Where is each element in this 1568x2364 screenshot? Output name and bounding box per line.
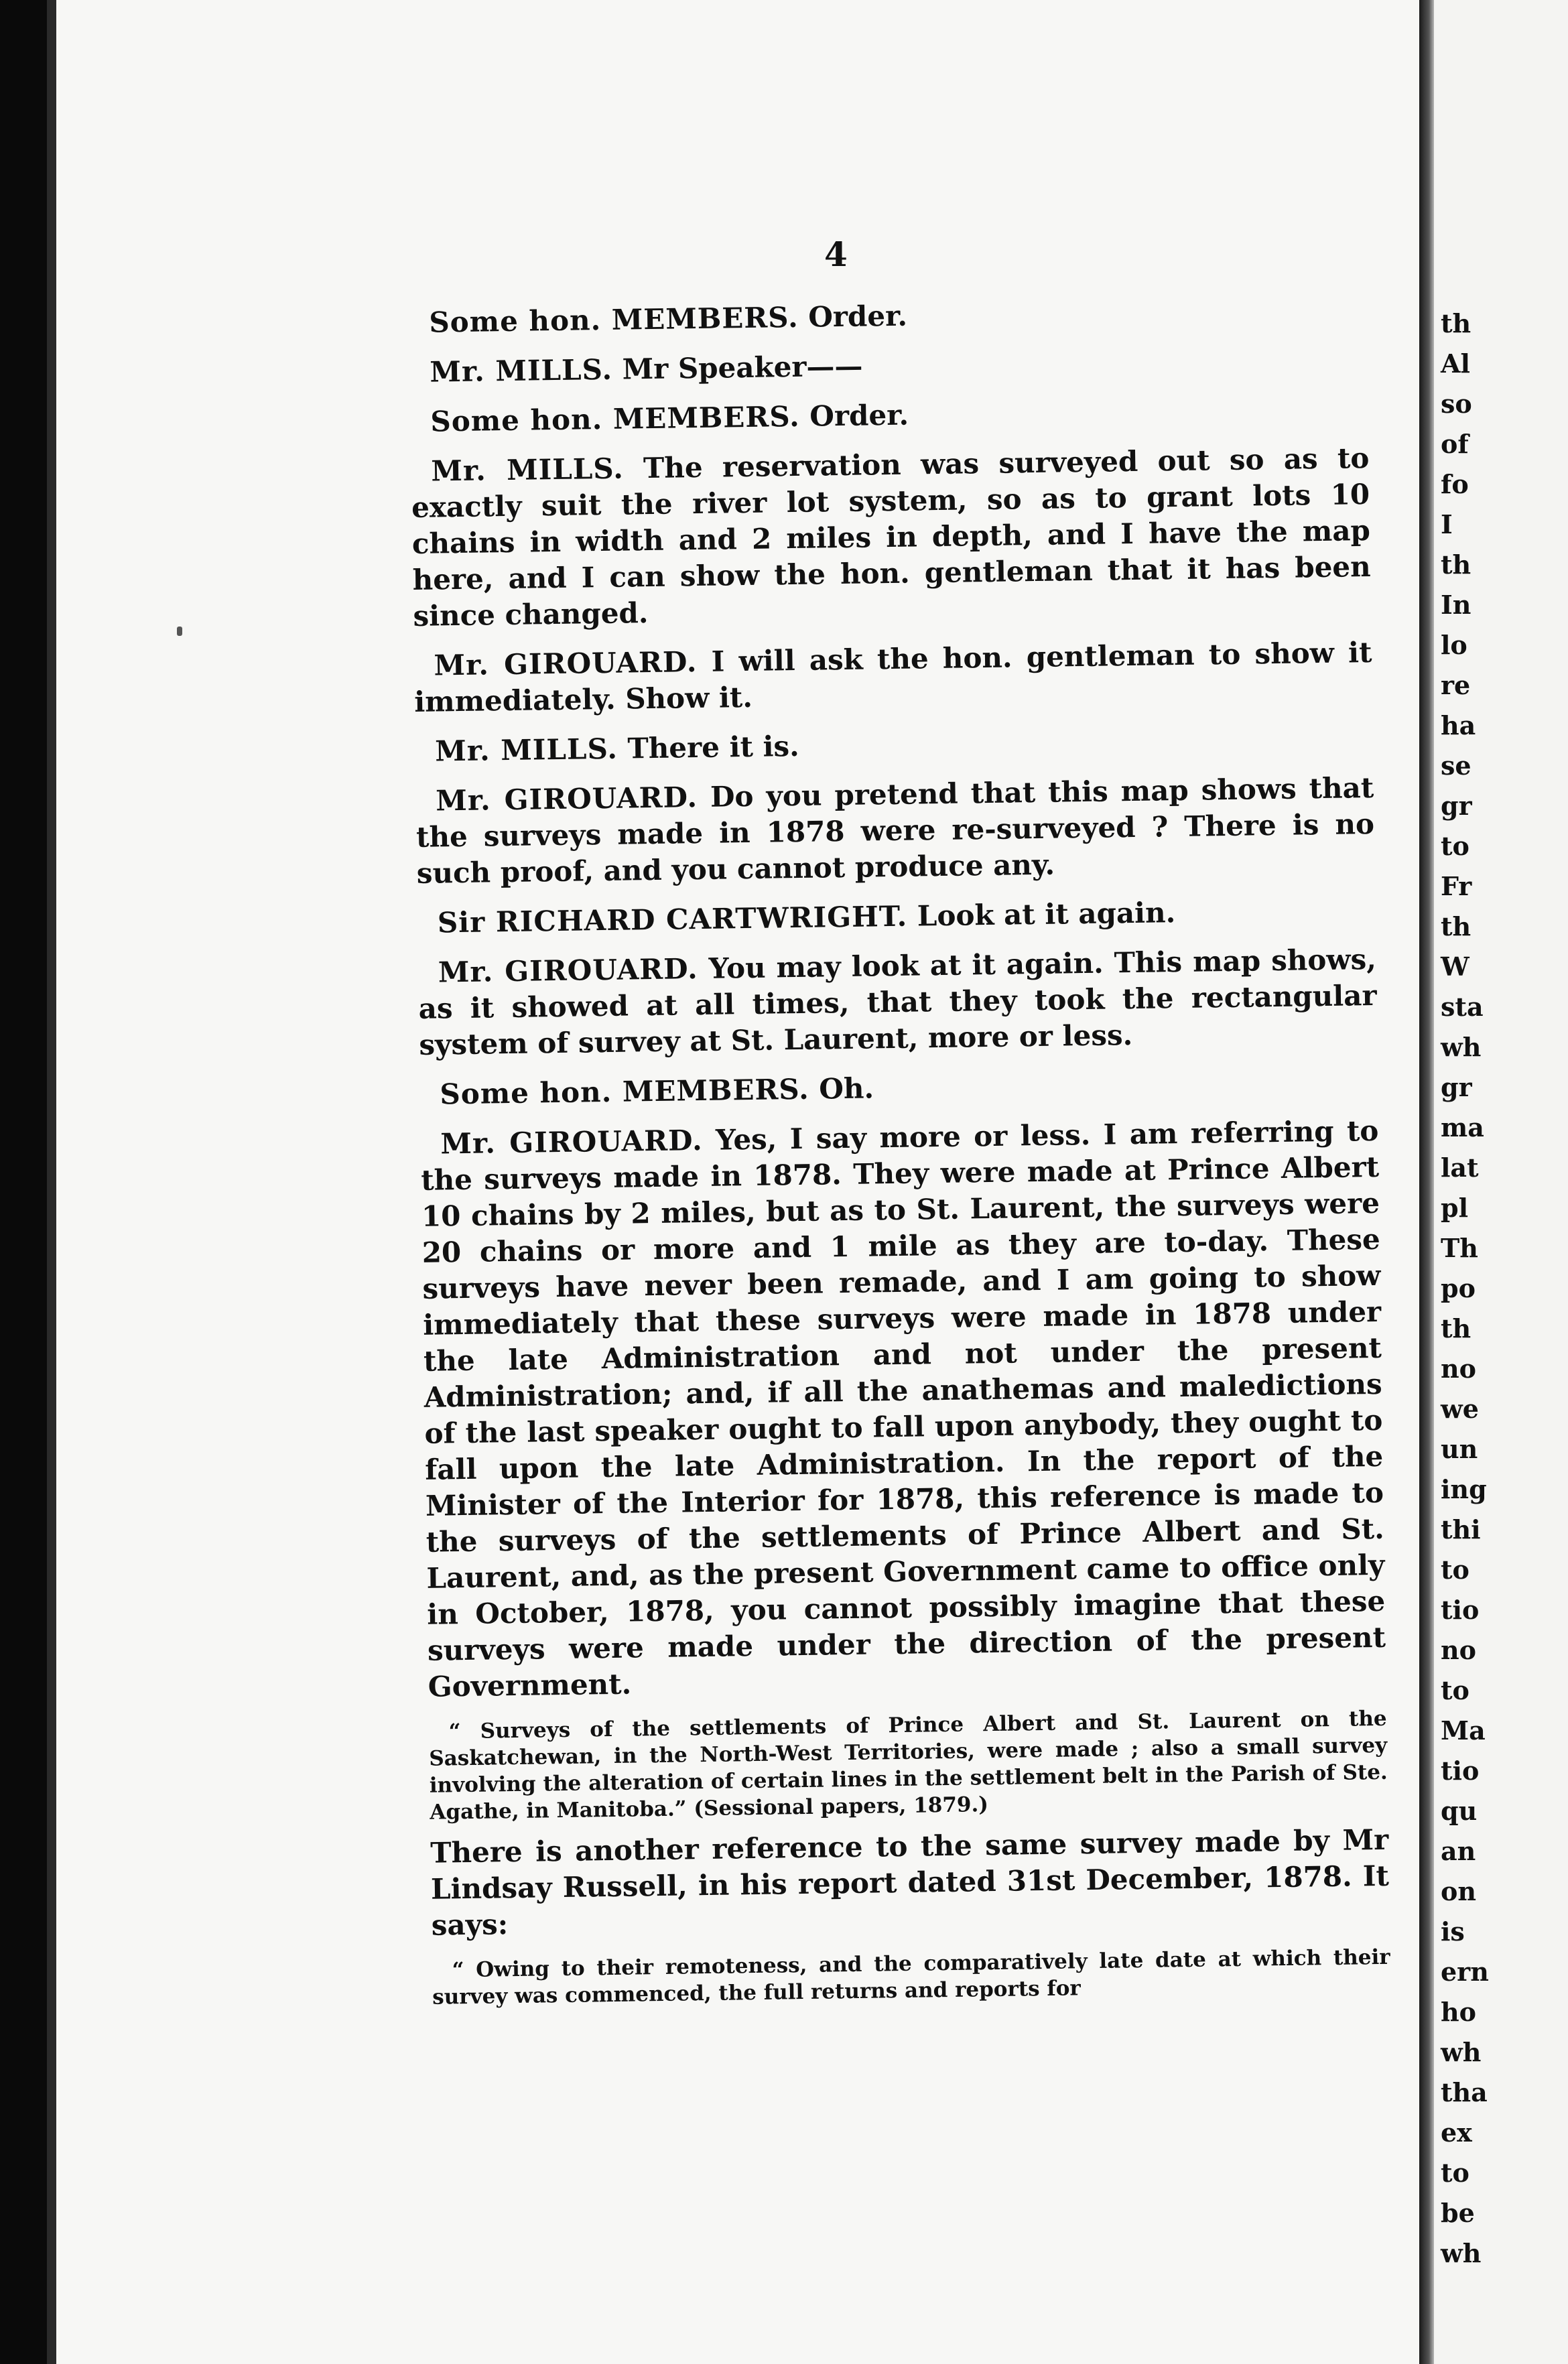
scan-speck xyxy=(177,627,182,636)
facing-page-fragment: ern xyxy=(1441,1957,1489,1987)
speech-text: There it is. xyxy=(627,729,800,765)
facing-page-fragment: th xyxy=(1441,1313,1472,1343)
speech-text: Do you pretend that this map shows that the surveys made in 1878 were re-surveyed ? There is no such proof, and you cannot produce any. xyxy=(415,771,1375,890)
facing-page-fragment: gr xyxy=(1441,1072,1472,1102)
speech-text: Look at it again. xyxy=(917,896,1176,933)
facing-page-fragment: Al xyxy=(1441,348,1470,379)
speech-paragraph xyxy=(415,720,1374,770)
facing-page-fragment: po xyxy=(1441,1273,1476,1303)
block-quote: “ Owing to their remoteness, and the comparatively late date at which their survey was commenced, the full returns and reports for xyxy=(432,1945,1390,2010)
speaker-name: Some hon. MEMBERS. xyxy=(430,399,801,438)
speech-text: Order. xyxy=(807,299,908,334)
facing-page-fragment: ex xyxy=(1441,2117,1472,2148)
facing-page-fragment: to xyxy=(1441,1555,1469,1585)
facing-page-fragment: is xyxy=(1441,1916,1465,1947)
speaker-name: Mr. GIROUARD. xyxy=(435,781,698,817)
speaker-name: Mr. GIROUARD. xyxy=(440,1123,703,1161)
speech-text: The reservation was surveyed out so as to exactly suit the river lot system, so as to grant lots 10 chains in width and 2 miles in depth, and I have the map here, and I can show the hon. gentleman that it has been since changed. xyxy=(411,442,1371,633)
speaker-name: Mr. MILLS. xyxy=(431,452,625,488)
facing-page-fragment: sta xyxy=(1441,992,1484,1022)
facing-page-fragment: tha xyxy=(1441,2077,1488,2107)
speaker-name: Mr. GIROUARD. xyxy=(434,645,698,682)
speaker-name: Mr. GIROUARD. xyxy=(438,952,699,989)
facing-page-fragment: an xyxy=(1441,1836,1476,1866)
page-body xyxy=(409,291,1391,2020)
facing-page-fragment: th xyxy=(1441,549,1472,580)
facing-page-fragment: th xyxy=(1441,911,1472,941)
facing-page-fragment: no xyxy=(1441,1354,1476,1384)
speech-text: You may look at it again. This map shows, as it showed at all times, that they took the rectangular system of survey at St. Laurent, more or less. xyxy=(418,942,1377,1061)
facing-page-fragment: Ma xyxy=(1441,1715,1486,1746)
speech-text: Yes, I say more or less. I am referring to the surveys made in 1878. They were made at Prince Albert 10 chains by 2 miles, but as to St. Laurent, the surveys were 20 chains or more and 1 mile as they are to-day. These surveys have never been remade, and I am going to show immediately that these surveys were made in 1878 under the late Administration and not under the present Administration; and, if all the anathemas and maledictions of the last speaker ought to fall upon anybody, they ought to fall upon the late Administration. In the report of the Minister of the Interior for 1878, this reference is made to the surveys of the settlements of Prince Albert and St. Laurent, and, as the present Government came to office only in October, 1878, you cannot possibly imagine that these surveys were made under the direction of the present Government. xyxy=(420,1114,1386,1703)
speech-text: Oh. xyxy=(819,1071,874,1106)
facing-page-fragment: to xyxy=(1441,831,1469,861)
facing-page-fragment: lat xyxy=(1441,1153,1479,1183)
facing-page-fragment: we xyxy=(1441,1394,1479,1424)
facing-page-fragment: be xyxy=(1441,2198,1475,2228)
facing-page-fragment: Th xyxy=(1441,1233,1478,1263)
facing-page-fragment: Fr xyxy=(1441,871,1472,901)
continuation-paragraph: There is another reference to the same survey made by Mr Lindsay Russell, in his report dated 31st December, 1878. It says: xyxy=(430,1823,1390,1942)
facing-page-fragment: wh xyxy=(1441,2238,1482,2268)
facing-page-fragment: to xyxy=(1441,1675,1469,1705)
speech-paragraph xyxy=(420,1113,1386,1705)
facing-page-fragment: W xyxy=(1441,951,1469,982)
speaker-name: Mr. MILLS. xyxy=(430,352,613,389)
facing-page-fragment: wh xyxy=(1441,2037,1482,2067)
facing-page-fragment: lo xyxy=(1441,630,1467,660)
facing-page-fragment: qu xyxy=(1441,1796,1478,1826)
speaker-name: Some hon. MEMBERS. xyxy=(429,300,799,339)
speaker-name: Sir RICHARD CARTWRIGHT. xyxy=(437,899,908,939)
speaker-name: Mr. MILLS. xyxy=(434,732,618,768)
facing-page-fragment: ing xyxy=(1441,1474,1487,1504)
speech-paragraph xyxy=(413,635,1372,720)
facing-page-fragment: wh xyxy=(1441,1032,1482,1062)
block-quote: “ Surveys of the settlements of Prince Albert and St. Laurent on the Saskatchewan, in the North-West Territories, were made ; also a small survey involving the alteration of certain lines in the settlement belt in the Parish of Ste. Agathe, in Manitoba.” (Sessional papers, 1879.) xyxy=(429,1706,1388,1825)
facing-page-fragment: un xyxy=(1441,1434,1478,1464)
book-gutter xyxy=(1419,0,1435,2364)
speech-paragraph xyxy=(418,941,1378,1063)
speech-paragraph xyxy=(419,1063,1378,1113)
page-number: 4 xyxy=(824,235,848,274)
speech-paragraph xyxy=(415,770,1375,892)
facing-page-fragment: of xyxy=(1441,429,1469,459)
facing-page-fragment: on xyxy=(1441,1876,1476,1906)
speaker-name: Some hon. MEMBERS. xyxy=(440,1072,810,1111)
facing-page-fragment: re xyxy=(1441,670,1471,700)
speech-paragraph xyxy=(409,341,1368,391)
facing-page-edge xyxy=(1434,0,1568,2364)
speech-paragraph xyxy=(411,440,1372,635)
facing-page-fragment: se xyxy=(1441,750,1472,781)
facing-page-fragment: th xyxy=(1441,308,1472,338)
facing-page-fragment: ho xyxy=(1441,1997,1476,2027)
facing-page-fragment: pl xyxy=(1441,1193,1469,1223)
facing-page-fragment: no xyxy=(1441,1635,1476,1665)
facing-page-fragment: In xyxy=(1441,590,1472,620)
facing-page-fragment: fo xyxy=(1441,469,1469,499)
facing-page-fragment: tio xyxy=(1441,1595,1480,1625)
speech-paragraph xyxy=(417,892,1376,941)
speech-text: Mr Speaker—— xyxy=(622,349,863,386)
speech-paragraph xyxy=(410,391,1369,440)
speech-text: Order. xyxy=(809,398,909,433)
facing-page-fragment: ha xyxy=(1441,710,1476,740)
facing-page-fragment: tio xyxy=(1441,1756,1480,1786)
facing-page-fragment: thi xyxy=(1441,1514,1481,1545)
facing-page-fragment: I xyxy=(1441,509,1453,539)
facing-page-fragment: gr xyxy=(1441,791,1472,821)
facing-page-fragment: ma xyxy=(1441,1112,1484,1142)
speech-text: I will ask the hon. gentleman to show it immediately. Show it. xyxy=(413,635,1372,718)
facing-page-fragment: so xyxy=(1441,389,1472,419)
facing-page-fragment: to xyxy=(1441,2158,1469,2188)
